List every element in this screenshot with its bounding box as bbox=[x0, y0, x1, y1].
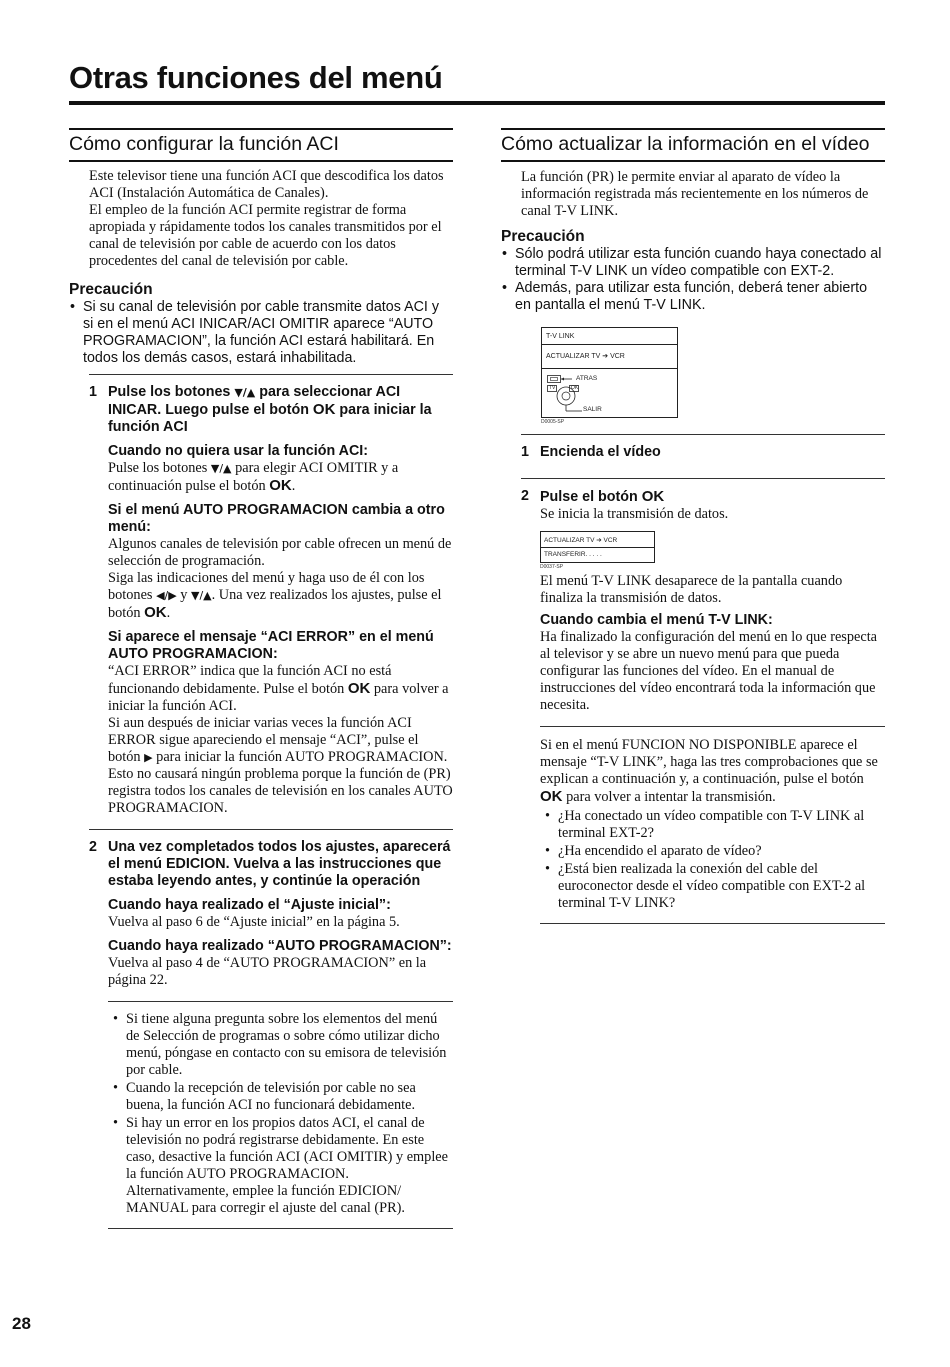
text-run: para volver a intentar la transmisión. bbox=[562, 789, 776, 805]
sub-heading: Cuando haya realizado el “Ajuste inicial”: bbox=[108, 897, 391, 913]
sub-paragraph bbox=[108, 460, 453, 495]
aci-notes bbox=[108, 1001, 453, 1229]
text-run: . bbox=[291, 478, 296, 494]
tvlink-intro: La función (PR) le permite enviar al aparato de vídeo la información registrada más recientemente en los números de canal T-V LINK. bbox=[521, 169, 869, 219]
tvlink-step-2-title bbox=[540, 488, 664, 506]
aci-step-2 bbox=[89, 829, 453, 989]
sub-paragraph: Ha finalizado la configuración del menú en lo que respecta al televisor y se abre un nuevo menú para que pueda configurar las funciones del vídeo. En el manual de instrucciones del vídeo encontrará toda la información que necesita. bbox=[540, 629, 878, 713]
text-run: Pulse el botón bbox=[540, 489, 642, 505]
step-number: 1 bbox=[521, 444, 529, 460]
aci-precaution-title: Precaución bbox=[69, 281, 153, 298]
figure-code: D0037-SP bbox=[540, 564, 564, 570]
tvlink-step-1-title: Encienda el vídeo bbox=[540, 444, 661, 460]
ok-button-icon: OK bbox=[312, 401, 336, 418]
screen-update-row: ACTUALIZAR TV ➔ VCR bbox=[542, 345, 677, 369]
ok-button-icon: OK bbox=[641, 488, 665, 505]
text-run: . Una vez realizados los ajustes, pulse el botón bbox=[108, 587, 442, 621]
text-run: Pulse los botones bbox=[108, 460, 211, 476]
aci-step-1 bbox=[89, 374, 453, 817]
tvlink-section-heading: Cómo actualizar la información en el vídeo bbox=[501, 128, 885, 162]
aci-precaution-list bbox=[69, 299, 453, 367]
step-number: 2 bbox=[89, 839, 97, 855]
sub-heading: Si el menú AUTO PROGRAMACION cambia a otro menú: bbox=[108, 502, 445, 535]
tvlink-precaution-item: • Sólo podrá utilizar esta función cuando haya conectado al terminal T-V LINK un vídeo compatible con EXT-2. bbox=[501, 246, 885, 280]
right-arrow-icon: ▶ bbox=[144, 751, 153, 764]
step-number: 1 bbox=[89, 384, 97, 400]
page-title: Otras funciones del menú bbox=[69, 60, 443, 95]
left-right-arrows-icon: ◀/▶ bbox=[156, 589, 177, 602]
back-label: ATRAS bbox=[576, 375, 598, 382]
tvlink-checklist bbox=[540, 808, 885, 912]
right-column bbox=[501, 128, 885, 924]
sub-paragraph bbox=[108, 663, 453, 715]
aci-step-2-header bbox=[89, 839, 453, 890]
text-run: “ACI ERROR” indica que la función ACI no está funcionando debidamente. Pulse el botón bbox=[108, 663, 392, 697]
sub-paragraph bbox=[108, 715, 453, 817]
sub-paragraph: El menú T-V LINK desaparece de la pantalla cuando finaliza la transmisión de datos. bbox=[540, 573, 843, 606]
note-item: • Si hay un error en los propios datos ACI, el canal de televisión no podrá registrarse debidamente. En este caso, desactive la función ACI (ACI OMITIR) y emplee la función AUTO PROGRAMACION. Alternativamente, emplee la función EDICION/ MANUAL para corregir el ajuste del canal (PR). bbox=[108, 1115, 453, 1217]
text-run: para seleccionar ACI INICAR. Luego pulse el botón bbox=[108, 384, 401, 418]
transfer-screen-row1: ACTUALIZAR TV ➔ VCR bbox=[541, 532, 654, 548]
aci-step-1-title bbox=[108, 384, 453, 436]
aci-intro-p1: Este televisor tiene una función ACI que descodifica los datos ACI (Instalación Automática de Canales). bbox=[89, 168, 444, 201]
sub-paragraph bbox=[108, 570, 453, 622]
note-item: • Si tiene alguna pregunta sobre los elementos del menú de Selección de programas o sobre cómo utilizar dicho menú, póngase en contacto con su emisora de televisión por cable. bbox=[108, 1011, 453, 1079]
tvlink-step-2-header bbox=[521, 488, 885, 506]
aci-intro-p2: El empleo de la función ACI permite registrar de forma apropiada y rápidamente todos los canales transmitidos por el canal de televisión por cable de acuerdo con los datos procedentes del canal de televisión por cable. bbox=[89, 202, 442, 269]
screen-remote-area bbox=[546, 374, 672, 416]
check-item: • ¿Está bien realizada la conexión del cable del euroconector desde el vídeo compatible con EXT-2 al terminal T-V LINK? bbox=[540, 861, 885, 912]
check-item: • ¿Ha encendido el aparato de vídeo? bbox=[540, 843, 885, 860]
tvlink-step-2-body bbox=[540, 506, 885, 714]
tvlink-precaution-title: Precaución bbox=[501, 228, 585, 245]
ok-button-icon: OK bbox=[540, 788, 563, 805]
text-run: Siga las indicaciones del menú y haga uso de él con los botones bbox=[108, 570, 425, 603]
transfer-screen-row2: TRANSFERIR. . . . . bbox=[544, 551, 602, 558]
screen-title-bar: T-V LINK bbox=[542, 328, 677, 345]
step-number: 2 bbox=[521, 488, 529, 504]
figure-code: D0005-SP bbox=[541, 419, 565, 425]
tvlink-notes bbox=[540, 726, 885, 924]
check-item: • ¿Ha conectado un vídeo compatible con T-V LINK al terminal EXT-2? bbox=[540, 808, 885, 842]
title-rule bbox=[69, 101, 885, 105]
sub-heading: Cuando no quiera usar la función ACI: bbox=[108, 443, 369, 459]
down-up-arrows-icon: ▼/▲ bbox=[234, 386, 256, 399]
sub-paragraph: Algunos canales de televisión por cable ofrecen un menú de selección de programación. bbox=[108, 536, 452, 569]
sub-heading: Cuando haya realizado “AUTO PROGRAMACION”: bbox=[108, 938, 452, 954]
left-column bbox=[69, 128, 453, 1229]
aci-step-1-header bbox=[89, 384, 453, 436]
down-up-arrows-icon: ▼/▲ bbox=[210, 462, 232, 475]
page-number: 28 bbox=[12, 1314, 31, 1333]
aci-step-2-body bbox=[108, 897, 453, 989]
tvlink-note-text bbox=[540, 737, 885, 806]
text-run: Si en el menú FUNCION NO DISPONIBLE aparece el mensaje “T-V LINK”, haga las tres comprobaciones que se explican a continuación y, a continuación, pulse el botón bbox=[540, 737, 878, 787]
sub-heading: Cuando cambia el menú T-V LINK: bbox=[540, 612, 773, 628]
ok-button-icon: OK bbox=[347, 680, 371, 697]
ok-button-icon: OK bbox=[269, 477, 292, 494]
text-run: y bbox=[176, 587, 191, 603]
text-run: Pulse los botones bbox=[108, 384, 235, 400]
note-item: • Cuando la recepción de televisión por cable no sea buena, la función ACI no funcionará debidamente. bbox=[108, 1080, 453, 1114]
tvlink-menu-screen bbox=[541, 327, 678, 418]
transfer-screen bbox=[540, 531, 655, 563]
ok-button-label: OK bbox=[571, 385, 579, 391]
sub-heading: Si aparece el mensaje “ACI ERROR” en el menú AUTO PROGRAMACION: bbox=[108, 629, 434, 662]
text-run: para volver a iniciar la función ACI. bbox=[108, 681, 449, 714]
text-run: para iniciar la función AUTO PROGRAMACION. Esto no causará ningún problema porque la función de (PR) registra todos los canales de televisión en los canales AUTO PROGRAMACION. bbox=[108, 749, 453, 816]
aci-intro bbox=[89, 168, 453, 270]
tvlink-precaution-list bbox=[501, 246, 885, 314]
ok-button-icon: OK bbox=[144, 604, 167, 621]
down-up-arrows-icon: ▼/▲ bbox=[190, 589, 212, 602]
text-run: Si aun después de iniciar varias veces la función ACI ERROR sigue apareciendo el mensaje “ACI”, pulse el botón bbox=[108, 715, 419, 765]
tvlink-step-1 bbox=[521, 434, 885, 461]
tvlink-step-2 bbox=[521, 478, 885, 714]
aci-precaution-item: • Si su canal de televisión por cable transmite datos ACI y si en el menú ACI INICAR/ACI OMITIR aparece “AUTO PROGRAMACION”, la función ACI estará habilitará. En todos los demás casos, estará inhabilitada. bbox=[69, 299, 453, 367]
text-run: . bbox=[166, 605, 171, 621]
tv-button-label: TV bbox=[549, 385, 556, 391]
tvlink-precaution-item: • Además, para utilizar esta función, deberá tener abierto en pantalla el menú T-V LINK. bbox=[501, 280, 885, 314]
exit-label: SALIR bbox=[583, 406, 602, 413]
aci-notes-list bbox=[108, 1011, 453, 1217]
sub-paragraph: Vuelva al paso 6 de “Ajuste inicial” en la página 5. bbox=[108, 914, 400, 930]
text-run: para elegir ACI OMITIR y a continuación pulse el botón bbox=[108, 460, 399, 494]
aci-step-1-body bbox=[108, 443, 453, 817]
sub-paragraph: Vuelva al paso 4 de “AUTO PROGRAMACION” en la página 22. bbox=[108, 955, 427, 988]
sub-paragraph: Se inicia la transmisión de datos. bbox=[540, 506, 729, 522]
aci-section-heading: Cómo configurar la función ACI bbox=[69, 128, 453, 162]
text-run: para iniciar la función ACI bbox=[108, 402, 432, 435]
aci-step-2-title: Una vez completados todos los ajustes, aparecerá el menú EDICION. Vuelva a las instrucciones que estaba leyendo antes, y continúe la operación bbox=[108, 839, 451, 889]
tvlink-step-1-header bbox=[521, 444, 885, 461]
